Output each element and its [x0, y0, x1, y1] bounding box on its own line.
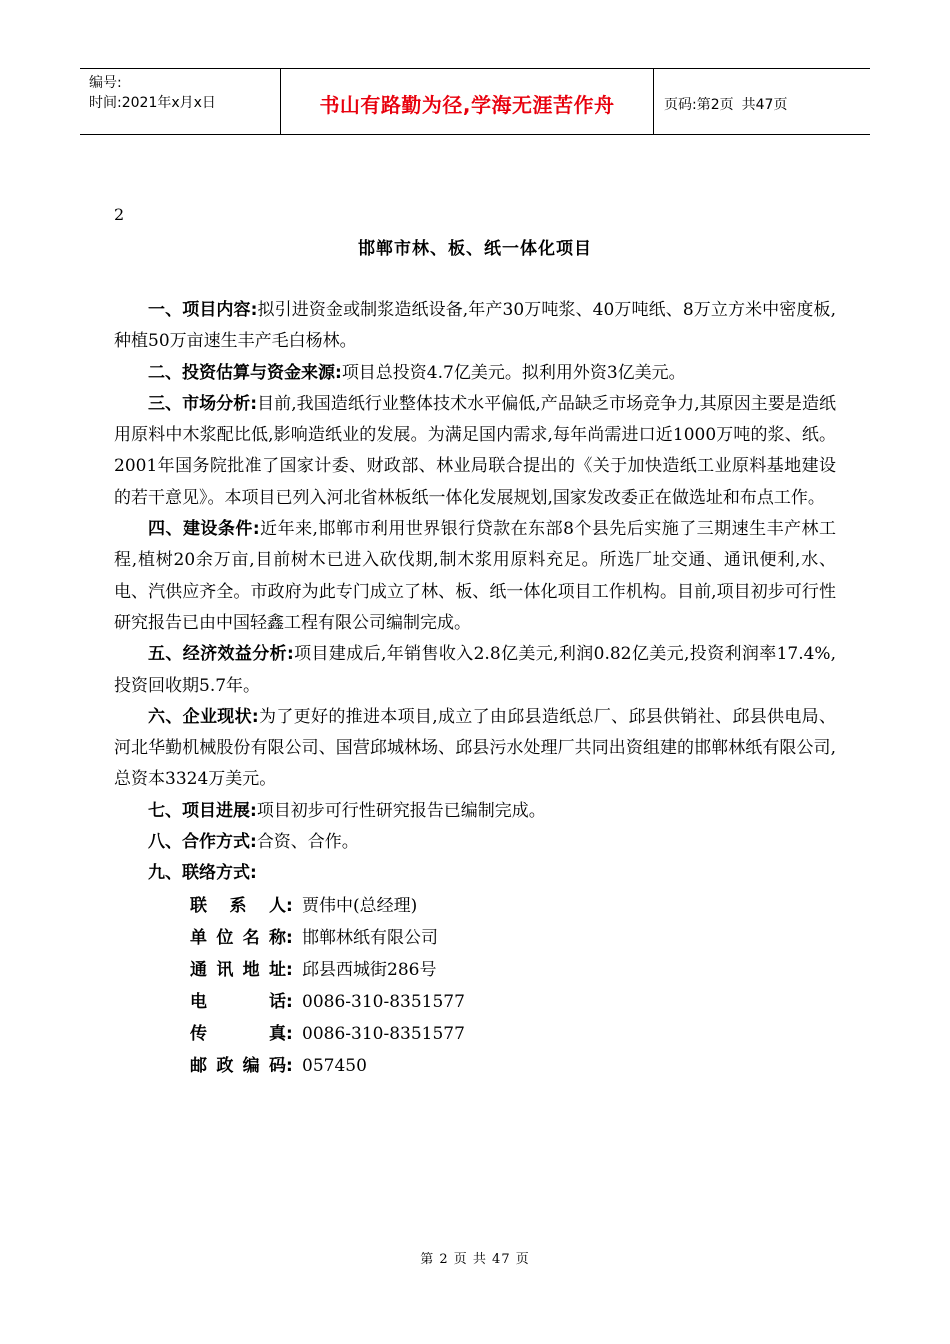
contact-row	[190, 954, 836, 986]
section-text: 目前,我国造纸行业整体技术水平偏低,产品缺乏市场竞争力,其原因主要是造纸用原料中木浆配比低,影响造纸业的发展。为满足国内需求,每年尚需进口近1000万吨的浆、纸。2001年国务院批准了国家计委、财政部、林业局联合提出的《关于加快造纸工业原料基地建设的若干意见》。本项目已列入河北省林板纸一体化发展规划,国家发改委正在做选址和布点工作。	[114, 393, 836, 508]
section-text: 项目建成后,年销售收入2.8亿美元,利润0.82亿美元,投资利润率17.4%,投资回收期5.7年。	[114, 644, 836, 696]
contact-key: 联系人	[190, 895, 286, 916]
total-pages-label: 共47页	[741, 96, 788, 113]
contact-key: 单位名称	[190, 927, 286, 948]
contact-key: 邮政编码	[190, 1055, 286, 1076]
contact-key: 传真	[190, 1023, 286, 1044]
header-motto: 书山有路勤为径,学海无涯苦作舟	[281, 69, 654, 134]
section-paragraph	[114, 858, 836, 889]
section-text: 近年来,邯郸市利用世界银行贷款在东部8个县先后实施了三期速生丰产林工程,植树20余万亩,目前树木已进入砍伐期,制木浆用原料充足。所选厂址交通、通讯便利,水、电、汽供应齐全。市政府为此专门成立了林、板、纸一体化项目工作机构。目前,项目初步可行性研究报告已由中国轻鑫工程有限公司编制完成。	[114, 519, 836, 633]
section-label: 二、投资估算与资金来源:	[148, 362, 342, 383]
serial-number-label: 编号:	[89, 75, 122, 91]
contact-value: 邱县西城街286号	[302, 959, 437, 980]
section-label: 三、市场分析:	[148, 393, 258, 414]
section-paragraph	[114, 295, 836, 358]
contact-colon: :	[286, 927, 293, 948]
section-paragraph	[114, 389, 836, 514]
section-label: 五、经济效益分析:	[148, 644, 294, 665]
document-header	[80, 68, 870, 135]
contact-key: 电话	[190, 991, 286, 1012]
contact-value: 057450	[302, 1055, 367, 1076]
contact-block	[114, 890, 836, 1082]
contact-row	[190, 922, 836, 954]
contact-value: 0086-310-8351577	[302, 991, 465, 1012]
contact-row	[190, 1018, 836, 1050]
section-text: 合资、合作。	[256, 832, 359, 853]
section-label: 八、合作方式:	[148, 832, 257, 853]
contact-value: 贾伟中(总经理)	[302, 895, 418, 916]
section-text: 为了更好的推进本项目,成立了由邱县造纸总厂、邱县供销社、邱县供电局、河北华勤机械股份有限公司、国营邱城林场、邱县污水处理厂共同出资组建的邯郸林纸有限公司,总资本3324万美元。	[114, 706, 836, 790]
document-title: 邯郸市林、板、纸一体化项目	[358, 239, 592, 259]
header-info-cell	[80, 69, 281, 134]
contact-value: 0086-310-8351577	[302, 1023, 465, 1044]
section-label: 一、项目内容:	[148, 300, 258, 320]
contact-row	[190, 1050, 836, 1082]
section-text: 项目总投资4.7亿美元。拟利用外资3亿美元。	[341, 362, 686, 383]
section-paragraph	[114, 358, 836, 389]
section-paragraph	[114, 702, 836, 796]
contact-row	[190, 890, 836, 922]
page-number: 2	[114, 205, 125, 224]
contact-colon: :	[286, 991, 293, 1012]
section-label: 六、企业现状:	[148, 706, 259, 727]
section-label: 七、项目进展:	[148, 800, 257, 821]
document-body	[114, 295, 836, 1082]
page-label: 页码:第2页	[664, 96, 734, 113]
contact-colon: :	[286, 895, 293, 916]
section-paragraph	[114, 827, 836, 858]
page-footer: 第 2 页 共 47 页	[420, 1252, 530, 1267]
contact-colon: :	[286, 1055, 293, 1076]
section-paragraph	[114, 514, 836, 639]
contact-row	[190, 986, 836, 1018]
section-text: 拟引进资金或制浆造纸设备,年产30万吨浆、40万吨纸、8万立方米中密度板,种植50万亩速生丰产毛白杨林。	[114, 300, 836, 352]
header-page-cell	[654, 69, 870, 134]
section-paragraph	[114, 639, 836, 702]
section-text: 项目初步可行性研究报告已编制完成。	[256, 800, 546, 821]
contact-colon: :	[286, 959, 293, 980]
contact-key: 通讯地址	[190, 959, 286, 980]
section-paragraph	[114, 796, 836, 827]
contact-value: 邯郸林纸有限公司	[302, 927, 438, 948]
contact-colon: :	[286, 1023, 293, 1044]
section-label: 四、建设条件:	[148, 519, 260, 540]
date-label: 时间:2021年x月x日	[89, 95, 216, 111]
section-label: 九、联络方式:	[148, 863, 257, 884]
